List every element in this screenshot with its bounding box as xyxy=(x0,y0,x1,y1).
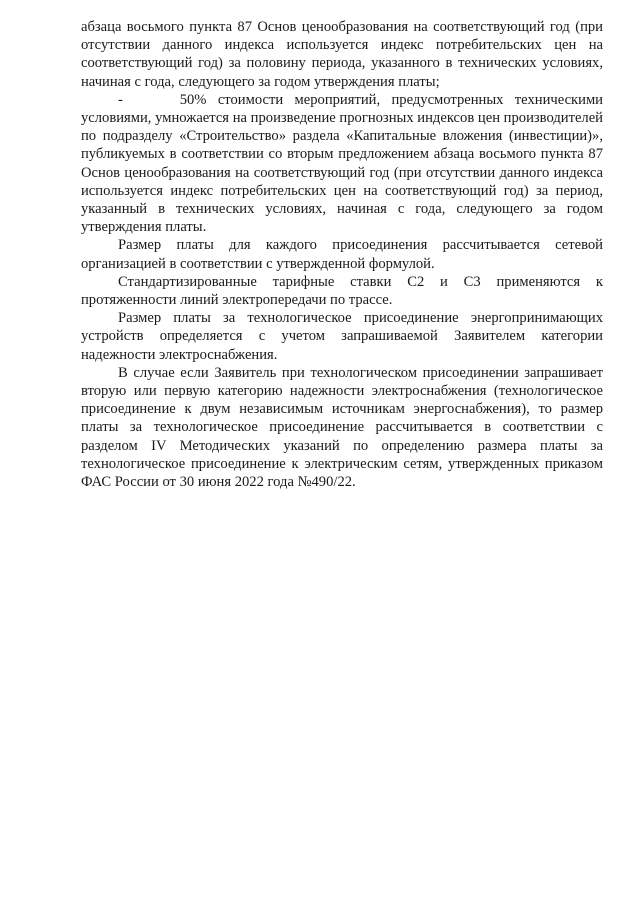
paragraph-list-item-50-percent: - 50% стоимости мероприятий, предусмотренных техническими условиями, умножается на произведение прогнозных индексов цен производителей по подразделу «Строительство» раздела «Капитальные вложения (инвестиции)», публикуемых в соответствии со вторым предложением абзаца восьмого пункта 87 Основ ценообразования на соответствующий год (при отсутствии данного индекса используется индекс потребительских цен на соответствующий год) за период, указанный в технических условиях, начиная с года, следующего за годом утверждения платы. xyxy=(81,91,603,236)
paragraph-continuation: абзаца восьмого пункта 87 Основ ценообразования на соответствующий год (при отсутствии данного индекса используется индекс потребительских цен на соответствующий год) за половину периода, указанного в технических условиях, начиная с года, следующего за годом утверждения платы; xyxy=(81,19,603,90)
paragraph-fas-order: В случае если Заявитель при технологическом присоединении запрашивает вторую или первую категорию надежности электроснабжения (технологическое присоединение к двум независимым источникам энергоснабжения), то размер платы за технологическое присоединение рассчитывается в соответствии с разделом IV Методических указаний по определению размера платы за технологическое присоединение к электрическим сетям, утвержденных приказом ФАС России от 30 июня 2022 года №490/22. xyxy=(81,364,603,491)
document-page xyxy=(81,18,603,491)
paragraph-tariff-rates: Стандартизированные тарифные ставки С2 и С3 применяются к протяженности линий электропередачи по трассе. xyxy=(81,273,603,309)
paragraph-fee-calculation: Размер платы для каждого присоединения рассчитывается сетевой организацией в соответствии с утвержденной формулой. xyxy=(81,237,603,272)
paragraph-reliability-category: Размер платы за технологическое присоединение энергопринимающих устройств определяется с учетом запрашиваемой Заявителем категории надежности электроснабжения. xyxy=(81,310,603,363)
